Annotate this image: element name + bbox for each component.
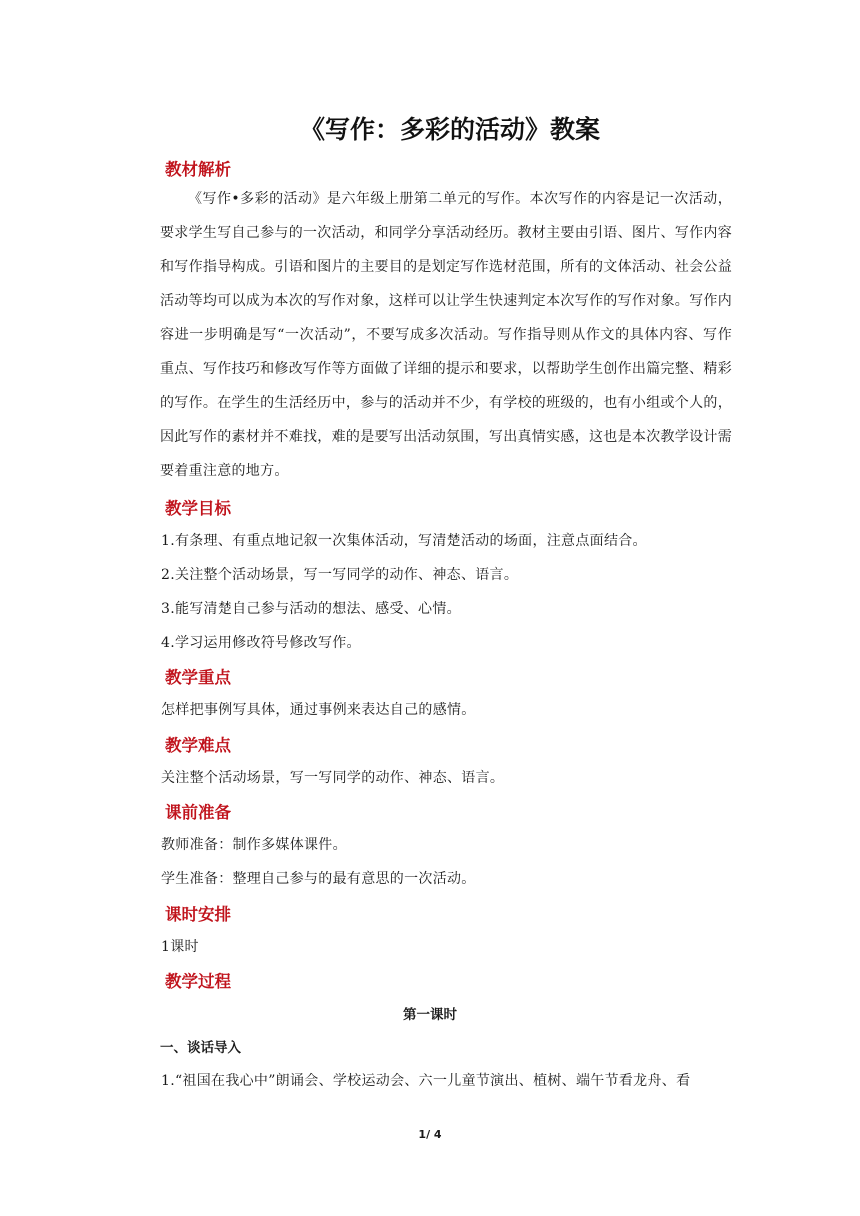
analysis-paragraph: 《写作•多彩的活动》是六年级上册第二单元的写作。本次写作的内容是记一次活动，要求学生写自己参与的一次活动，和同学分享活动经历。教材主要由引语、图片、写作内容和写作指导构成。引语和图片的主要目的是划定写作选材范围，所有的文体活动、社会公益活动等均可以成为本次的写作对象，这样可以让学生快速判定本次写作的写作对象。写作内容进一步明确是写“一次活动”，不要写成多次活动。写作指导则从作文的具体内容、写作重点、写作技巧和修改写作等方面做了详细的提示和要求，以帮助学生创作出篇完整、精彩的写作。在学生的生活经历中，参与的活动并不少，有学校的班级的，也有小组或个人的，因此写作的素材并不难找，难的是要写出活动氛围，写出真情实感，这也是本次教学设计需要着重注意的地方。 xyxy=(160,191,732,479)
student-preparation: 学生准备：整理自己参与的最有意思的一次活动。 xyxy=(161,871,476,887)
section-heading-process: 教学过程 xyxy=(165,972,231,991)
section-heading-difficulties: 教学难点 xyxy=(165,736,231,755)
section-heading-key-points: 教学重点 xyxy=(165,668,231,687)
section-heading-preparation: 课前准备 xyxy=(165,803,231,822)
key-points-text: 怎样把事例写具体，通过事例来表达自己的感情。 xyxy=(161,702,476,718)
section-heading-analysis: 教材解析 xyxy=(165,160,231,179)
difficulties-text: 关注整个活动场景，写一写同学的动作、神态、语言。 xyxy=(161,770,505,786)
document-title: 《写作：多彩的活动》教案 xyxy=(300,115,601,144)
goal-item-2: 2.关注整个活动场景，写一写同学的动作、神态、语言。 xyxy=(161,567,519,583)
lesson-title: 第一课时 xyxy=(403,1007,457,1023)
goal-item-1: 1.有条理、有重点地记叙一次集体活动，写清楚活动的场面，注意点面结合。 xyxy=(161,533,647,549)
page-number: 1/ 4 xyxy=(418,1128,442,1141)
section-heading-schedule: 课时安排 xyxy=(165,905,231,924)
goal-item-4: 4.学习运用修改符号修改写作。 xyxy=(161,635,361,651)
teacher-preparation: 教师准备：制作多媒体课件。 xyxy=(161,837,347,853)
section-heading-goals: 教学目标 xyxy=(165,499,231,518)
goal-item-3: 3.能写清楚自己参与活动的想法、感受、心情。 xyxy=(161,601,461,617)
process-part1-item1: 1.“祖国在我心中”朗诵会、学校运动会、六一儿童节演出、植树、端午节看龙舟、看 xyxy=(161,1073,691,1089)
schedule-text: 1课时 xyxy=(161,939,199,955)
process-part1-title: 一、谈话导入 xyxy=(160,1040,241,1056)
